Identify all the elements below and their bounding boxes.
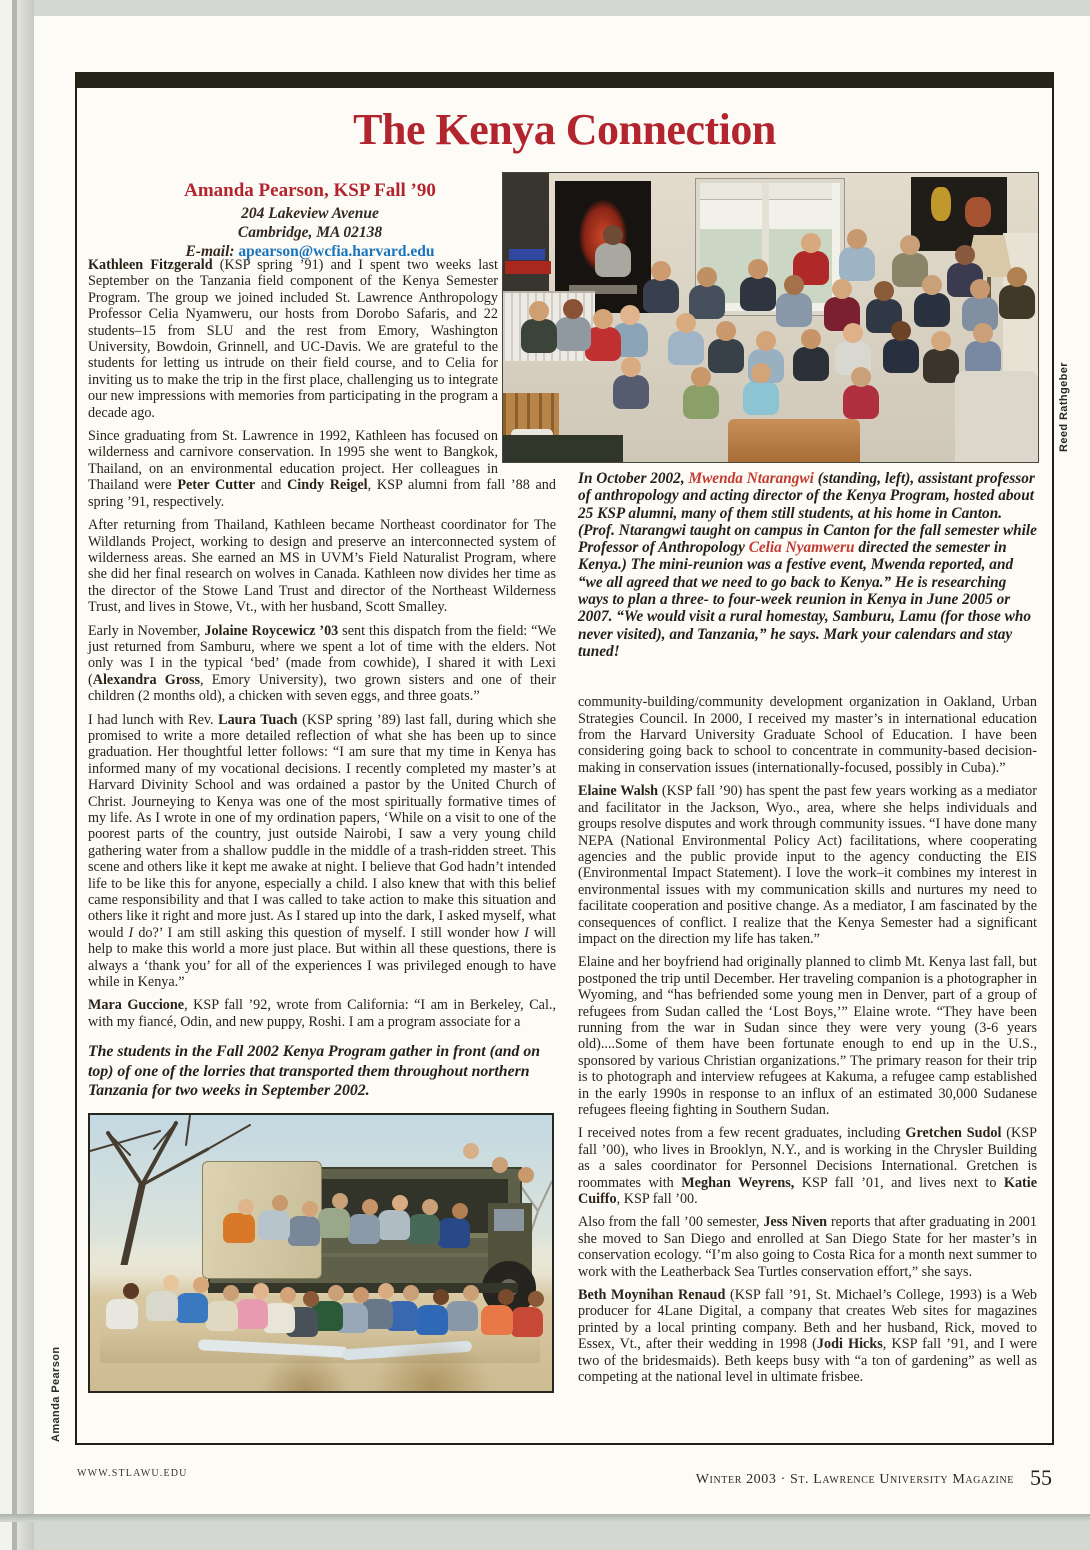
group-heads (503, 173, 523, 193)
dry-scrub (372, 1337, 492, 1391)
text-wrap-spacer (498, 257, 556, 463)
article-paragraph: Mara Guccione, KSP fall ’92, wrote from California: “I am in Berkeley, Cal., with my fiancé, Odin, and new puppy, Roshi. I am a program associate for a (88, 997, 556, 1030)
contact-address-2: Cambridge, MA 02138 (237, 224, 383, 241)
page-bottom-shadow (0, 1514, 1090, 1522)
email-link[interactable]: apearson@wcfia.harvard.edu (238, 243, 435, 260)
article-paragraph: I received notes from a few recent graduates, including Gretchen Sudol (KSP fall ’00), who lives in Brooklyn, N.Y., and is working in the Chrysler Building as a sales coordinator for Personnel Decisions International. Gretchen is roommates with Meghan Weyrens, KSP fall ’01, and lives next to Katie Cuiffo, KSP fall ’00. (578, 1125, 1038, 1208)
footer-site-url: WWW.STLAWU.EDU (77, 1468, 188, 1479)
article-title: The Kenya Connection (353, 105, 776, 154)
dry-scrub (260, 1351, 350, 1393)
lamp-pole (987, 277, 991, 335)
article-paragraph: Beth Moynihan Renaud (KSP fall ’91, St. Michael’s College, 1993) is a Web producer for 4Lane Digital, a company that creates Web sites for magazines printed by a local printing company. Beth and her husband, Rick, moved to Essex, Vt., after their wedding in 1998 (Jodi Hicks, KSP fall ’91, and I were two of the bridesmaids). Beth keeps busy with “a ton of gardening” as well as competing at the national level in ultimate frisbee. (578, 1287, 1038, 1386)
reunion-photo (502, 172, 1039, 463)
article-paragraph: Elaine and her boyfriend had originally planned to climb Mt. Kenya last fall, but postponed the trip until December. Her traveling companion is a photographer in Wyoming, and “has befriended some young men in Denver, part of a group of refugees from Sudan called the ‘Lost Boys,’” Elaine wrote. “They have been running from the war in Sudan since they were very young (3-6 years old)....Some of them have been fortunate enough to end up in the U.S., sponsored by various Christian organizations.” The primary reason for their trip is to photograph and interview refugees at Kakuma, a refugee camp established in the early 1990s in response to an influx of an estimated 30,000 Sudanese refugees fleeing fighting in Southern Sudan. (578, 954, 1037, 1119)
page-curl-shade (17, 0, 34, 1550)
right-column (578, 470, 1037, 1393)
poster-art (965, 197, 991, 227)
footer-issue-line (560, 1463, 1052, 1489)
contact-block (100, 180, 520, 261)
article-paragraph: Kathleen Fitzgerald (KSP spring ’91) and I spent two weeks last September on the Tanzania field component of the Kenya Semester Program. The group we joined included St. Lawrence Anthropology Professor Celia Nyamweru, our hosts from Dorobo Safaris, and 22 students–15 from SLU and the rest from Emory, Washington University, Bowdoin, Grinnell, and UC-Davis. We are grateful to the students for letting us intrude on their field course, and to Celia for inviting us to make the trip in the first place, challenging us to integrate our new impressions with memories from participating in the program a decade ago. (88, 257, 498, 421)
couch-shape (955, 371, 1039, 463)
lorry-photo-caption: The students in the Fall 2002 Kenya Program gather in front (and on top) of one of the lorries that transported them throughout northern Tanzania for two weeks in September 2002. (88, 1043, 541, 1100)
contact-address-1: 204 Lakeview Avenue (241, 205, 379, 222)
left-column (88, 257, 556, 1393)
lorry-photo (88, 1113, 554, 1393)
article-paragraph: Since graduating from St. Lawrence in 1992, Kathleen has focused on wilderness and carnivore conservation. In 1995 she went to Bangkok, Thailand, on an environmental education project. Her colleagues in Thailand were Peter Cutter and Cindy Reigel, KSP alumni from fall ’88 and spring ’91, respectively. (88, 428, 556, 510)
article-paragraph: community-building/community development organization in Oakland, Urban Strategies Council. In 2000, I received my master’s in international education from the Harvard University Graduate School of Education. I have been considering going back to school to concentrate in community-based decision-making in conservation issues (internationally-focused, possibly in Cuba).” (578, 694, 1037, 776)
footer-page-number: 55 (1030, 1465, 1052, 1490)
photo-credit-top: Reed Rathgeber (1058, 362, 1070, 452)
footer-issue: Winter 2003 · St. Lawrence University Magazine (695, 1472, 1014, 1487)
group-heads (90, 1115, 106, 1131)
poster-art (931, 187, 951, 221)
article-paragraph: Elaine Walsh (KSP fall ’90) has spent the past few years working as a mediator and facilitator in the Jackson, Wyo., area, where she helps individuals and groups resolve disputes and work through community issues. “I have done many NEPA (National Environmental Policy Act) facilitations, where cooperating agencies and the public provide input to the agency conducting the EIS (Environmental Impact Statement). I love the work–it combines my interest in environmental issues with my communication skills and nurtures my need to facilitate cooperation and positive change. As a mediator, I am fascinated by the consequences of conflict. I realize that the Kenya Semester had a significant impact on the direction my life has taken.” (578, 783, 1037, 947)
article-paragraph: I had lunch with Rev. Laura Tuach (KSP spring ’89) last fall, during which she promised to write a more detailed reflection of what she has been up to since graduation. Her thoughtful letter follows: “I am sure that my time in Kenya has informed many of my vocational decisions. I recently completed my master’s at Harvard Divinity School and was ordained a pastor by the United Church of Christ. Journeying to Kenya was one of the most spiritually formative times of my life. As I wrote in one of my ordination papers, ‘While on a visit to one of the poorest parts of the country, just outside Nairobi, I saw a very young child gathering water from a shallow puddle in the middle of a trash-ridden street. This scene and others like it kept me awake at night. I believe that God hadn’t intended life to be like this for anyone, especially a child. I also knew that with this belief came responsibility and that I was called to take action to make this situation and others like it right and more just. As I stared up into the dark, I asked myself, what would I do?’ I am still asking this question of myself. I still wonder how I will help to make this world a more just place. But within all these questions, there is always a ‘thank you’ for all of the experiences I was privileged enough to have while in Kenya.” (88, 711, 557, 991)
lorry-tarp (202, 1161, 322, 1279)
email-label: E-mail: (185, 243, 235, 260)
article-paragraph: Also from the fall ’00 semester, Jess Niven reports that after graduating in 2001 she moved to San Diego and enrolled at San Diego State for her master’s in conservation ecology. “I’m also going to Costa Rica for a month next summer to work with the Leatherback Sea Turtles conservation effort,” she says. (578, 1214, 1037, 1280)
article-paragraph: Early in November, Jolaine Roycewicz ’03 sent this dispatch from the field: “We just returned from Samburu, where we spent a lot of time with the elders. Not only was I in the typical ‘bed’ (made from cowhide), I shared it with Lexi (Alexandra Gross, Emory University), two grown sisters and one of their children (2 months old), a chicken with seven eggs, and three goats.” (88, 622, 556, 705)
contact-name: Amanda Pearson, KSP Fall ’90 (184, 180, 436, 201)
lorry-cab-window (494, 1209, 524, 1231)
photo-credit-bottom: Amanda Pearson (50, 1346, 62, 1442)
article-paragraph: After returning from Thailand, Kathleen became Northeast coordinator for The Wildlands Project, working to design and preserve an interconnected system of wilderness areas. She earned an MS in UVM’s Field Naturalist Program, where she did her final research on wolves in Canada. Kathleen now divides her time as the director of the Stowe Land Trust and director of the Northeast Wilderness Trust, and lives in Stowe, Vt., with her husband, Scott Smalley. (88, 517, 556, 616)
window-mullion (762, 183, 769, 303)
table-shape (728, 419, 860, 463)
page-curl-edge (0, 0, 12, 1550)
reunion-photo-caption: In October 2002, Mwenda Ntarangwi (standing, left), assistant professor of anthropology and acting director of the Kenya Program, hosted about 25 KSP alumni, many of them still students, at his home in Canton. (Prof. Ntarangwi taught on campus in Canton for the fall semester while Professor of Anthropology Celia Nyamweru directed the semester in Kenya.) The mini-reunion was a festive event, Mwenda reported, and “we all agreed that we need to go back to Kenya.” He is researching ways to plan a three- to four-week reunion in Kenya in June 2005 or 2007. “We would visit a rural homestay, Samburu, Lamu (for those who never visited), and Tanzania,” he says. Mark your calendars and stay tuned! (578, 470, 1037, 660)
lorry-chassis (208, 1283, 518, 1293)
